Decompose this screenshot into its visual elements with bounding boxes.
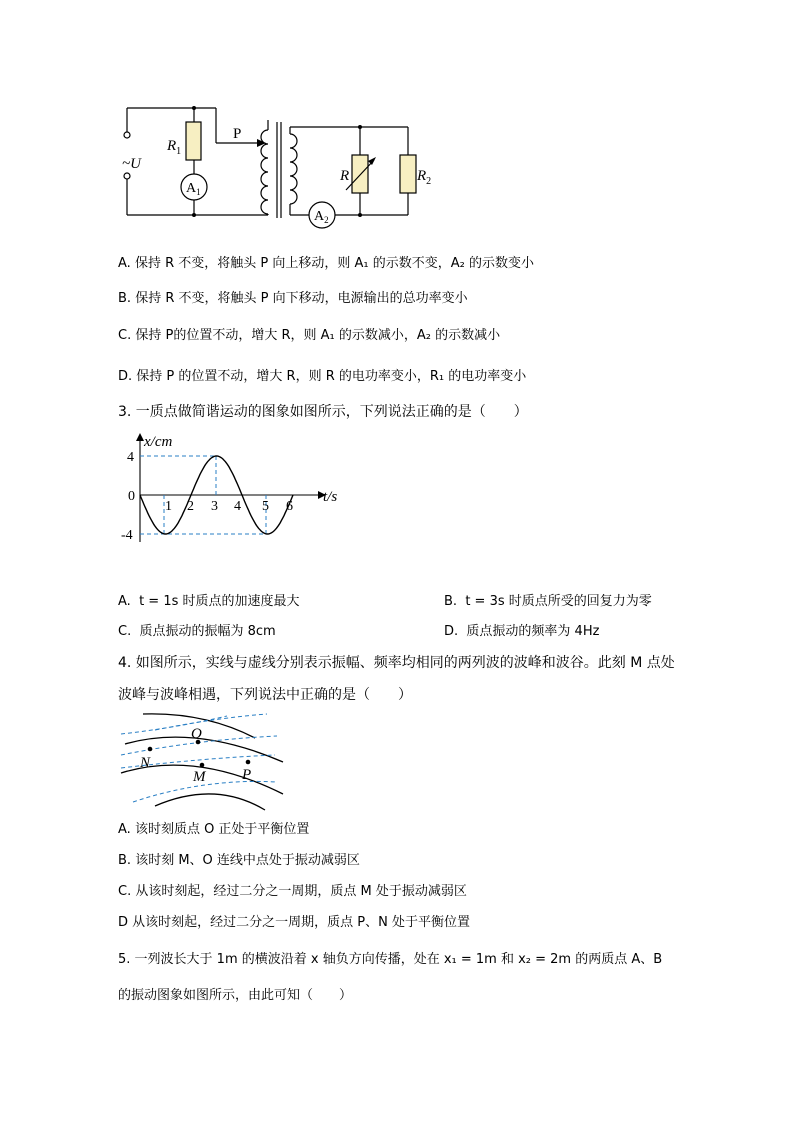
- a2-label: $A_2$: [314, 209, 329, 225]
- r2-label: $R_2$: [417, 168, 432, 187]
- q5-stem-line1: 5. 一列波长大于 1m 的横波沿着 x 轴负方向传播，处在 x₁ = 1m 和 x₂ = 2m 的两质点 A、B: [118, 952, 663, 967]
- q2-option-c[interactable]: C. 保持 P的位置不动，增大 R，则 A₁ 的示数减小，A₂ 的示数减小: [118, 328, 501, 343]
- y-tick-4: 4: [127, 450, 134, 465]
- q4-option-d[interactable]: D 从该时刻起，经过二分之一周期，质点 P、N 处于平衡位置: [118, 915, 470, 930]
- point-o-label: O: [191, 726, 202, 742]
- x-tick-5: 5: [262, 499, 269, 514]
- q5-stem-line2: 的振动图象如图所示，由此可知（ ）: [118, 988, 353, 1003]
- p-label: P: [233, 126, 242, 142]
- x-tick-1: 1: [165, 499, 172, 514]
- q2-option-b[interactable]: B. 保持 R 不变，将触头 P 向下移动，电源输出的总功率变小: [118, 291, 468, 306]
- shm-graph: [118, 430, 348, 548]
- transformer-circuit-diagram: [110, 100, 450, 235]
- x-tick-4: 4: [234, 499, 241, 514]
- x-tick-6: 6: [286, 499, 293, 514]
- q4-option-a[interactable]: A. 该时刻质点 O 正处于平衡位置: [118, 822, 310, 837]
- q3-option-b[interactable]: B. t = 3s 时质点所受的回复力为零: [444, 594, 652, 609]
- q2-option-d[interactable]: D. 保持 P 的位置不动，增大 R，则 R 的电功率变小，R₁ 的电功率变小: [118, 369, 527, 384]
- y-tick-neg4: -4: [121, 528, 133, 543]
- source-label: ~U: [122, 156, 141, 172]
- a1-label: $A_1$: [186, 181, 201, 197]
- r1-label: $R_1$: [167, 138, 182, 157]
- q3-option-d[interactable]: D. 质点振动的频率为 4Hz: [444, 624, 600, 639]
- y-axis-label: x/cm: [144, 434, 173, 450]
- q3-stem: 3. 一质点做简谐运动的图象如图所示，下列说法正确的是（ ）: [118, 404, 528, 420]
- q4-stem-line2: 波峰与波峰相遇，下列说法中正确的是（ ）: [118, 687, 412, 703]
- x-tick-2: 2: [187, 499, 194, 514]
- origin-label: 0: [128, 489, 135, 504]
- q4-stem-line1: 4. 如图所示，实线与虚线分别表示振幅、频率均相同的两列波的波峰和波谷。此刻 M 点处: [118, 655, 675, 671]
- wave-interference-figure: [115, 710, 285, 815]
- q4-option-c[interactable]: C. 从该时刻起，经过二分之一周期，质点 M 处于振动减弱区: [118, 884, 467, 899]
- x-tick-3: 3: [211, 499, 218, 514]
- point-n-label: N: [140, 755, 151, 771]
- point-p-label: P: [242, 767, 252, 783]
- q2-option-a[interactable]: A. 保持 R 不变，将触头 P 向上移动，则 A₁ 的示数不变，A₂ 的示数变小: [118, 256, 534, 271]
- q3-option-a[interactable]: A. t = 1s 时质点的加速度最大: [118, 594, 300, 609]
- q4-option-b[interactable]: B. 该时刻 M、O 连线中点处于振动减弱区: [118, 853, 360, 868]
- r-label: R: [340, 168, 350, 184]
- x-axis-label: t/s: [323, 489, 338, 505]
- point-m-label: M: [193, 769, 206, 785]
- q3-option-c[interactable]: C. 质点振动的振幅为 8cm: [118, 624, 276, 639]
